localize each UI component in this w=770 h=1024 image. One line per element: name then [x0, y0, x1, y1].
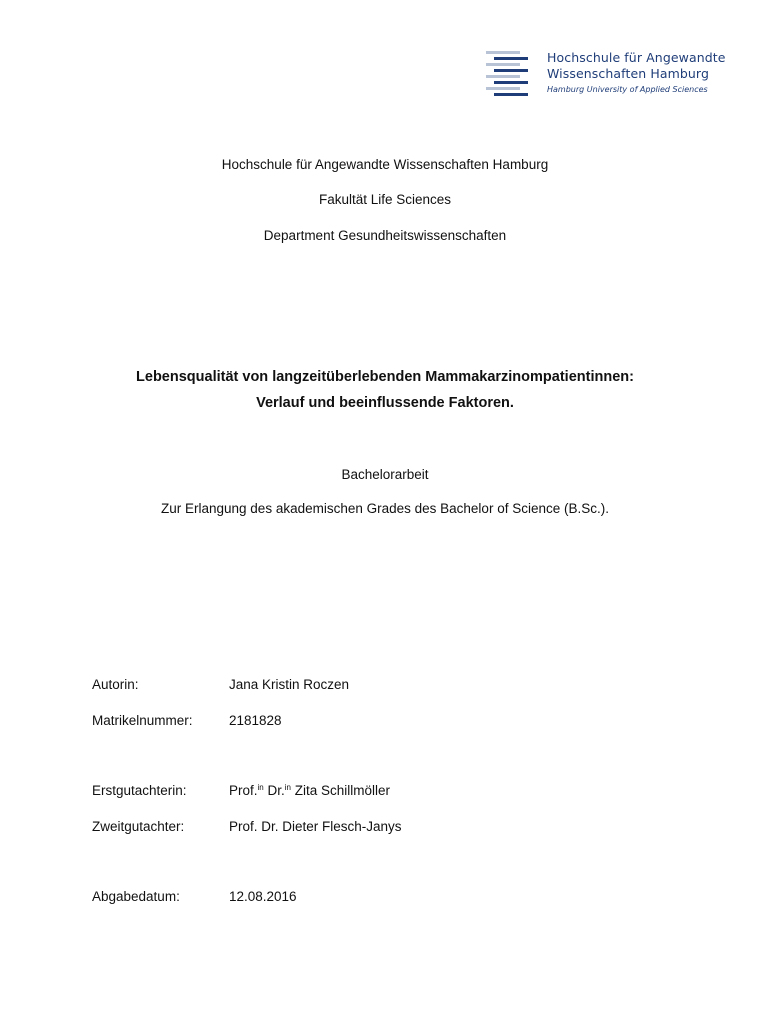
matrikel-label: Matrikelnummer:: [92, 713, 193, 728]
first-reviewer-name: Zita Schillmöller: [294, 783, 391, 798]
author-label: Autorin:: [92, 677, 139, 692]
department-name: Department Gesundheitswissenschaften: [263, 228, 507, 243]
first-reviewer-prof-superscript: in: [257, 783, 264, 792]
logo-text: [547, 50, 726, 96]
matrikel-value: 2181828: [229, 713, 282, 728]
submission-date-value: 12.08.2016: [229, 889, 297, 904]
institution-name: Hochschule für Angewandte Wissenschaften Hamburg: [221, 157, 549, 172]
first-reviewer-dr: Dr.: [267, 783, 285, 798]
second-reviewer-value: Prof. Dr. Dieter Flesch-Janys: [229, 819, 402, 834]
thesis-title-line-1: Lebensqualität von langzeitüberlebenden Mammakarzinompatientinnen:: [136, 369, 634, 385]
author-value: Jana Kristin Roczen: [229, 677, 350, 692]
degree-statement: Zur Erlangung des akademischen Grades des Bachelor of Science (B.Sc.).: [161, 501, 609, 516]
first-reviewer-prof: Prof.: [229, 783, 258, 798]
thesis-type: Bachelorarbeit: [341, 467, 429, 482]
faculty-name: Fakultät Life Sciences: [318, 192, 452, 207]
first-reviewer-label: Erstgutachterin:: [92, 783, 187, 798]
second-reviewer-label: Zweitgutachter:: [92, 819, 185, 834]
logo-subline: Hamburg University of Applied Sciences: [547, 85, 708, 94]
university-logo: [484, 50, 734, 98]
haw-logo-mark-icon: [484, 50, 534, 98]
first-reviewer-value: [229, 782, 390, 800]
thesis-title-line-2: Verlauf und beeinflussende Faktoren.: [256, 395, 514, 411]
first-reviewer-dr-superscript: in: [284, 783, 292, 792]
logo-line-2: Wissenschaften Hamburg: [547, 66, 709, 81]
submission-date-label: Abgabedatum:: [92, 889, 180, 904]
logo-line-1: Hochschule für Angewandte: [547, 50, 726, 65]
